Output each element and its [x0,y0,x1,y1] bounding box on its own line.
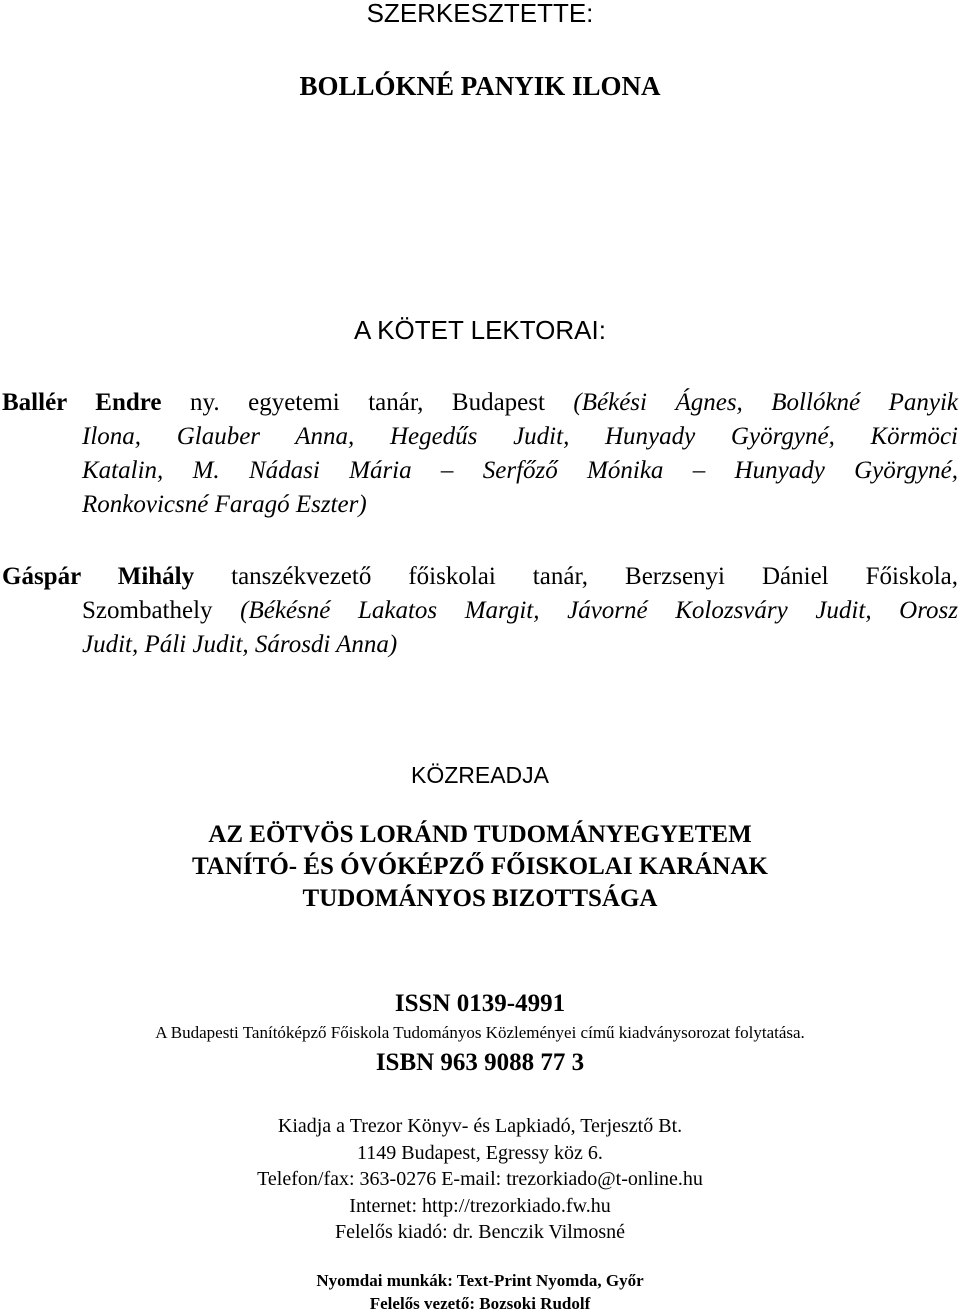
reviewer-2-line-3: Judit, Páli Judit, Sárosdi Anna) [82,631,398,658]
imprint-responsible-publisher: Felelős kiadó: dr. Benczik Vilmosné [334,1221,626,1243]
reviewer-1-line-1 [2,386,958,420]
publisher-org-line-2: TANÍTÓ- ÉS ÓVÓKÉPZŐ FŐISKOLAI KARÁNAK [191,853,768,880]
publisher-org-line-1: AZ EÖTVÖS LORÁND TUDOMÁNYEGYETEM [208,821,752,848]
editor-name: BOLLÓKNÉ PANYIK ILONA [299,71,661,101]
reviewer-2-city: Szombathely [82,597,213,624]
reviewer-1-entry [2,386,958,522]
issn: ISSN 0139-4991 [394,990,566,1017]
isbn: ISBN 963 9088 77 3 [375,1049,585,1076]
reviewer-2-line-1 [2,560,958,594]
printing-line-2: Felelős vezető: Bozsoki Rudolf [369,1294,591,1313]
reviewer-1-name: Ballér Endre [2,389,162,416]
imprint-internet: Internet: http://trezorkiado.fw.hu [349,1195,611,1217]
reviewer-2-name: Gáspár Mihály [2,563,195,590]
imprint-contact: Telefon/fax: 363-0276 E-mail: trezorkiado@t-online.hu [257,1168,703,1190]
series-note: A Budapesti Tanítóképző Főiskola Tudományos Közleményei című kiadványsorozat folytatása. [155,1023,805,1042]
imprint-address: 1149 Budapest, Egressy köz 6. [357,1142,603,1164]
reviewer-1-title: ny. egyetemi tanár, Budapest [190,389,545,416]
reviewer-1-line-2: Ilona, Glauber Anna, Hegedűs Judit, Hunyady Györgyné, Körmöci [82,423,958,450]
reviewer-2-reviewed-authors: (Békésné Lakatos Margit, Jávorné Kolozsváry Judit, Orosz [240,597,958,624]
published-by-heading: KÖZREADJA [410,762,550,788]
reviewer-2-title: tanszékvezető főiskolai tanár, Berzsenyi Dániel Főiskola, [231,563,958,590]
reviewer-1-line-4: Ronkovicsné Faragó Eszter) [82,491,367,518]
reviewers-heading: A KÖTET LEKTORAI: [354,315,606,345]
reviewer-1-reviewed-authors: (Békési Ágnes, Bollókné Panyik [573,389,959,416]
edited-by-heading: SZERKESZTETTE: [366,0,594,28]
reviewer-2-line-2 [2,594,958,628]
reviewer-2-entry [2,560,958,662]
publisher-org-line-3: TUDOMÁNYOS BIZOTTSÁGA [302,885,658,912]
printing-line-1: Nyomdai munkák: Text-Print Nyomda, Győr [316,1271,644,1290]
reviewer-1-line-3: Katalin, M. Nádasi Mária – Serfőző Mónika – Hunyady Györgyné, [82,457,958,484]
imprint-publisher: Kiadja a Trezor Könyv- és Lapkiadó, Terjesztő Bt. [277,1115,683,1137]
